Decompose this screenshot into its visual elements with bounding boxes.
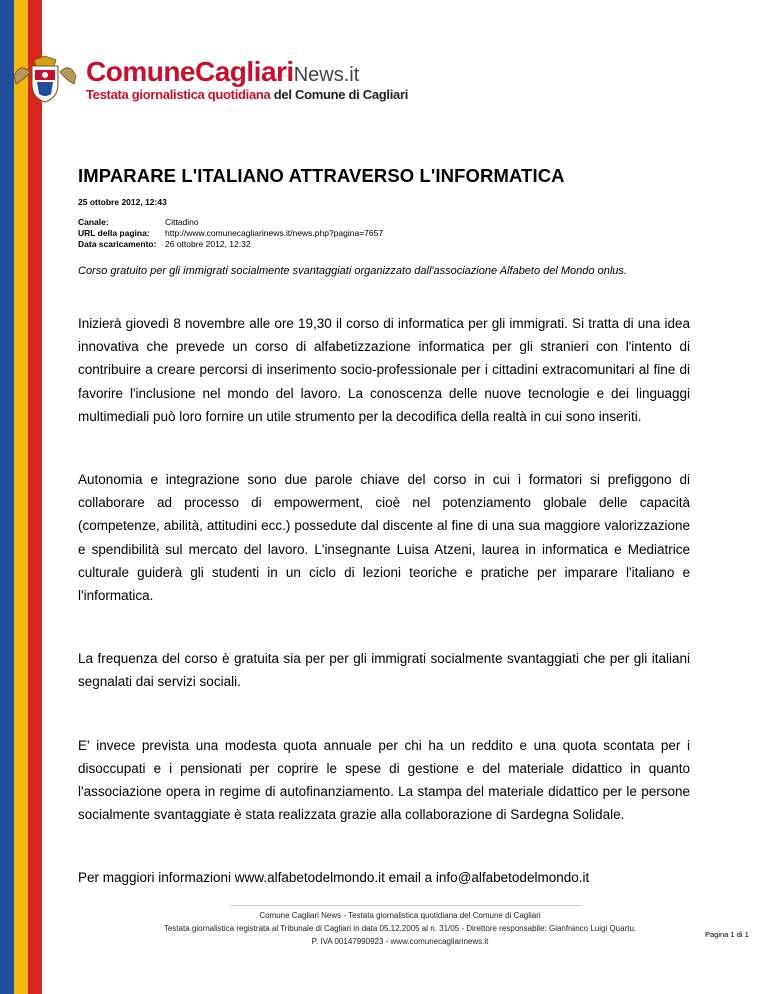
page-footer (120, 905, 680, 948)
article (78, 165, 690, 890)
red-stripe (28, 0, 42, 994)
article-contact-paragraph: Per maggiori informazioni www.alfabetodelmondo.it email a info@alfabetodelmondo.it (78, 870, 590, 886)
yellow-stripe (14, 0, 28, 994)
page-number: Pagina 1 di 1 (705, 930, 749, 939)
decorative-stripes (0, 0, 48, 994)
meta-key: Data scaricamento: (78, 239, 157, 249)
article-paragraph: Inizierà giovedì 8 novembre alle ore 19,30 il corso di informatica per gli immigrati. Si tratta di una idea innovativa che prevede un corso di alfabetizzazione informatica per gli stranieri con l'intento di contribuire a creare percorsi di inserimento socio-professionale per i cittadini extracomunitari al fine di favorire l'inclusione nel mondo del lavoro. La conoscenza delle nuove tecnologie e dei linguaggi multimediali può loro fornire un utile strumento per la decodifica della realtà in cui sono inseriti. (78, 316, 690, 424)
coat-of-arms-icon (10, 54, 80, 104)
article-lead: Corso gratuito per gli immigrati socialmente svantaggiati organizzato dall'associazione Alfabeto del Mondo onlus. (78, 265, 627, 277)
meta-row-channel (78, 217, 690, 228)
meta-row-url (78, 228, 690, 239)
article-title: IMPARARE L'ITALIANO ATTRAVERSO L'INFORMATICA (78, 165, 565, 186)
meta-value: Cittadino (165, 217, 199, 227)
meta-value-url-link[interactable]: http://www.comunecagliarinews.it/news.php?pagina=7657 (165, 228, 384, 238)
blue-stripe (0, 0, 14, 994)
meta-value: 26 ottobre 2012, 12:32 (165, 239, 251, 249)
brand-name-main: ComuneCagliari (86, 56, 294, 87)
meta-row-download-date (78, 239, 690, 250)
article-paragraph: Autonomia e integrazione sono due parole chiave del corso in cui i formatori si prefiggono di collaborare ad processo di empowerment, cioè nel potenziamento globale delle capacità (competenze, abilità, attitudini ecc.) possedute dal discente al fine di una sua maggiore valorizzazione e spendibilità sul mercato del lavoro. L'insegnante Luisa Atzeni, laurea in informatica e Mediatrice culturale guiderà gli studenti in un ciclo di lezioni teoriche e pratiche per imparare l'italiano e l'informatica. (78, 472, 690, 604)
footer-line: P. IVA 00147990923 - www.comunecagliarinews.it (311, 937, 489, 946)
brand-name (86, 56, 359, 88)
tagline-tail: del Comune di Cagliari (270, 87, 409, 102)
tagline-main: Testata giornalistica quotidiana (86, 87, 271, 102)
article-paragraph: E' invece prevista una modesta quota annuale per chi ha un reddito e una quota scontata per i disoccupati e i pensionati per coprire le spese di gestione e del materiale didattico in quanto l'associazione opera in regime di autofinanziamento. La stampa del materiale didattico per le persone socialmente svantaggiate è stata realizzata grazie alla collaborazione di Sardegna Solidale. (78, 737, 690, 823)
article-paragraph: La frequenza del corso è gratuita sia per per gli immigrati socialmente svantaggiati che per gli italiani segnalati dai servizi sociali. (78, 651, 690, 690)
brand-name-suffix: News.it (293, 64, 360, 86)
article-date: 25 ottobre 2012, 12:43 (78, 197, 167, 207)
site-logo (8, 48, 409, 108)
footer-line: Testata giornalistica registrata al Tribunale di Cagliari in data 05.12.2005 al n. 31/05 - Direttore responsabile: Gianfranco Luigi Quartu. (163, 924, 637, 933)
brand-tagline (86, 87, 408, 102)
article-meta (78, 217, 690, 250)
footer-line: Comune Cagliari News - Testata giornalistica quotidiana del Comune di Cagliari (259, 911, 541, 920)
meta-key: URL della pagina: (78, 228, 150, 238)
meta-key: Canale: (78, 217, 109, 227)
